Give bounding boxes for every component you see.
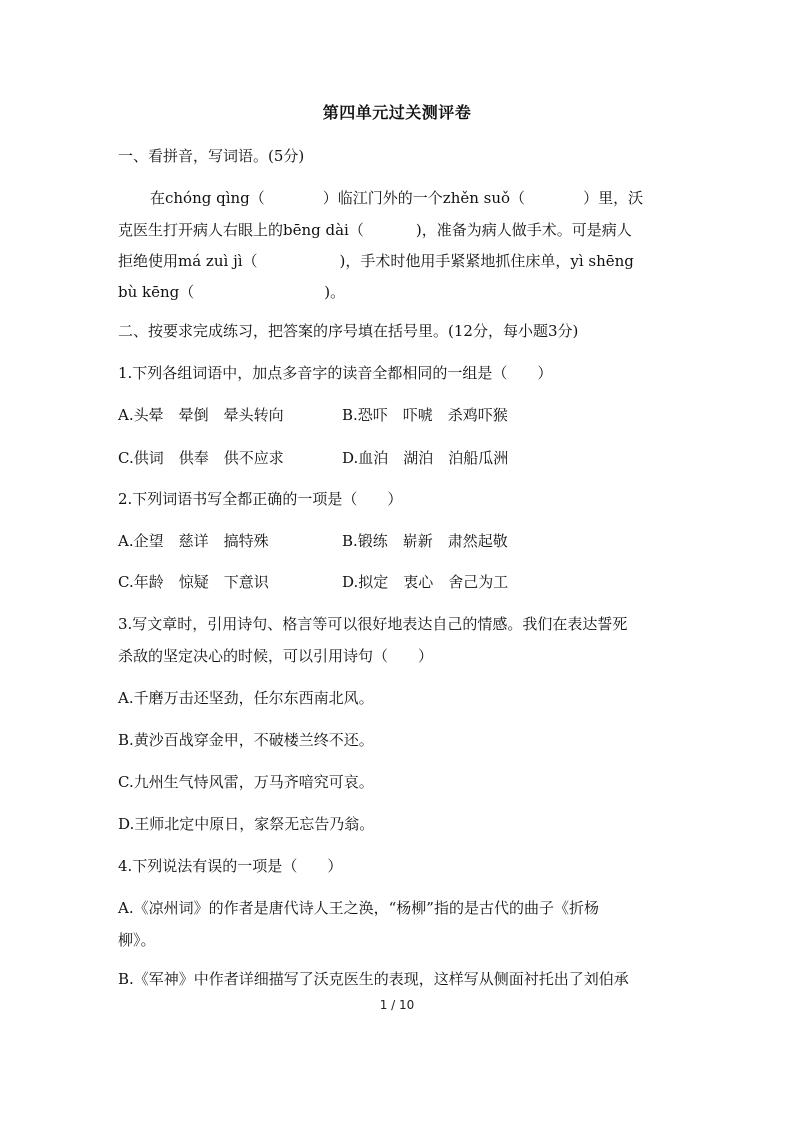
page-number: 1 / 10 bbox=[379, 998, 415, 1012]
q3-option-d[interactable]: D.王师北定中原日，家祭无忘告乃翁。 bbox=[118, 815, 375, 833]
q4-option-a-line-2[interactable]: 柳》。 bbox=[118, 931, 156, 949]
q2-option-d[interactable]: D.拟定 衷心 舍己为工 bbox=[342, 573, 509, 591]
text-segment: )。 bbox=[324, 283, 346, 301]
q1-option-b[interactable]: B.恐吓 吓唬 杀鸡吓猴 bbox=[342, 406, 508, 424]
section1-line-4 bbox=[118, 281, 678, 303]
q2-options-row-2 bbox=[118, 571, 678, 593]
section2-heading: 二、按要求完成练习，把答案的序号填在括号里。(12分，每小题3分) bbox=[118, 322, 579, 340]
q1-stem: 1.下列各组词语中，加点多音字的读音全都相同的一组是（ ） bbox=[118, 364, 553, 382]
q2-option-c[interactable]: C.年龄 惊疑 下意识 bbox=[118, 573, 269, 591]
text-segment: ）临江门外的一个zhěn suǒ（ bbox=[322, 189, 526, 207]
text-segment: 克医生打开病人右眼上的bēng dài（ bbox=[118, 221, 364, 239]
q3-option-b[interactable]: B.黄沙百战穿金甲，不破楼兰终不还。 bbox=[118, 731, 374, 749]
text-segment: ）里，沃 bbox=[583, 189, 644, 207]
text-segment: 在chóng qìng（ bbox=[150, 189, 265, 207]
q3-option-a[interactable]: A.千磨万击还坚劲，任尔东西南北风。 bbox=[118, 689, 374, 707]
q3-option-c[interactable]: C.九州生气恃风雷，万马齐喑究可哀。 bbox=[118, 773, 374, 791]
q3-stem-line-1: 3.写文章时，引用诗句、格言等可以很好地表达自己的情感。我们在表达誓死 bbox=[118, 615, 628, 633]
q1-option-a[interactable]: A.头晕 晕倒 晕头转向 bbox=[118, 406, 284, 424]
q4-option-a-line-1[interactable]: A.《凉州词》的作者是唐代诗人王之涣，“杨柳”指的是古代的曲子《折杨 bbox=[118, 899, 599, 917]
section1-line-1 bbox=[150, 187, 678, 209]
document-title: 第四单元过关测评卷 bbox=[322, 103, 472, 122]
q1-option-c[interactable]: C.供词 供奉 供不应求 bbox=[118, 449, 284, 467]
text-segment: )，手术时他用手紧紧地抓住床单，yì shēng bbox=[339, 252, 634, 270]
q1-options-row-1 bbox=[118, 404, 678, 426]
text-segment: 拒绝使用má zuì jì（ bbox=[118, 252, 258, 270]
section1-heading: 一、看拼音，写词语。(5分) bbox=[118, 147, 305, 165]
q4-option-b-line-1[interactable]: B.《军神》中作者详细描写了沃克医生的表现，这样写从侧面衬托出了刘伯承 bbox=[118, 970, 629, 988]
text-segment: )，准备为病人做手术。可是病人 bbox=[415, 221, 632, 239]
text-segment: bù kēng（ bbox=[118, 283, 195, 301]
q1-options-row-2 bbox=[118, 447, 678, 469]
q2-option-b[interactable]: B.锻练 崭新 肃然起敬 bbox=[342, 532, 508, 550]
q1-option-d[interactable]: D.血泊 湖泊 泊船瓜洲 bbox=[342, 449, 509, 467]
q3-stem-line-2: 杀敌的坚定决心的时候，可以引用诗句（ ） bbox=[118, 647, 434, 665]
section1-line-2 bbox=[118, 219, 678, 241]
q2-options-row-1 bbox=[118, 530, 678, 552]
section1-line-3 bbox=[118, 250, 678, 272]
q4-stem: 4.下列说法有误的一项是（ ） bbox=[118, 857, 343, 875]
q2-option-a[interactable]: A.企望 慈详 搞特殊 bbox=[118, 532, 269, 550]
q2-stem: 2.下列词语书写全都正确的一项是（ ） bbox=[118, 490, 403, 508]
